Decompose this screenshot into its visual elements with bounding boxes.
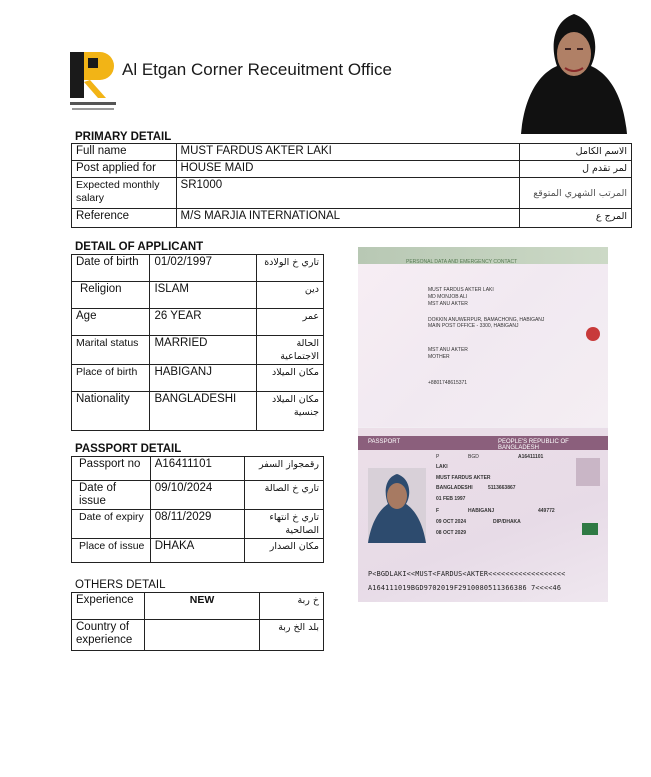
row-arabic: عمر (256, 309, 323, 336)
row-value: 08/11/2029 (150, 510, 244, 539)
row-arabic: رقمجواز السفر (245, 457, 324, 481)
table-row (72, 620, 324, 651)
row-value: ISLAM (150, 282, 256, 309)
primary-detail-heading: PRIMARY DETAIL (75, 131, 172, 143)
scan-place: HABIGANJ (468, 508, 495, 514)
seal-icon (586, 327, 600, 341)
scan-name: MUST FARDUS AKTER LAKI (428, 287, 494, 293)
scan-given-name: MUST FARDUS AKTER (436, 475, 491, 481)
row-value: MARRIED (150, 336, 256, 365)
scan-type: P (436, 454, 440, 460)
row-value: HABIGANJ (150, 365, 256, 392)
row-arabic: لمر تقدم ل (520, 161, 632, 178)
row-label: Age (72, 309, 150, 336)
table-row (72, 481, 324, 510)
row-value: BANGLADESHI (150, 392, 256, 431)
row-arabic: دين (256, 282, 323, 309)
flag-icon (582, 523, 598, 535)
applicant-detail-table (71, 254, 324, 431)
scan-surname: LAKI (436, 464, 448, 470)
row-value: HOUSE MAID (176, 161, 520, 178)
row-label: Date of issue (72, 481, 151, 510)
scan-emergency-name: MST ANU AKTER (428, 347, 468, 353)
scan-country-code: BGD (468, 454, 479, 460)
scan-passport-no: A16411101 (518, 454, 544, 460)
row-value: M/S MARJIA INTERNATIONAL (176, 209, 520, 228)
row-label: Expected monthly salary (72, 178, 177, 209)
row-value: A16411101 (150, 457, 244, 481)
row-value: 09/10/2024 (150, 481, 244, 510)
table-row (72, 282, 324, 309)
row-label: Full name (72, 144, 177, 161)
mrz-line-2: A164111019BGD9702019F2910080511366386 7<<<<46 (368, 584, 562, 592)
row-arabic: المرتب الشهري المتوقع (520, 178, 632, 209)
row-label: Place of issue (72, 539, 151, 563)
scan-relationship: MOTHER (428, 354, 450, 360)
country-title: PEOPLE'S REPUBLIC OF BANGLADESH (498, 439, 569, 451)
scan-father: MD MONJOB ALI (428, 294, 468, 300)
row-arabic: مكان الصدار (245, 539, 324, 563)
applicant-detail-heading: DETAIL OF APPLICANT (75, 241, 204, 253)
row-label: Nationality (72, 392, 150, 431)
table-row (72, 209, 632, 228)
row-arabic: تاري خ انتهاء الصالحية (245, 510, 324, 539)
passport-photo (368, 468, 426, 543)
table-row (72, 457, 324, 481)
scan-telephone: +8801748615371 (428, 380, 468, 386)
scan-mother: MST ANU AKTER (428, 301, 468, 307)
passport-header-bar (358, 436, 608, 450)
table-row (72, 365, 324, 392)
table-row (72, 309, 324, 336)
row-label: Marital status (72, 336, 150, 365)
row-arabic: الحالة الاجتماعية (256, 336, 323, 365)
row-value (144, 620, 259, 651)
table-row (72, 178, 632, 209)
others-detail-table (71, 592, 324, 651)
row-label: Date of expiry (72, 510, 151, 539)
ghost-photo (576, 458, 600, 486)
row-value: DHAKA (150, 539, 244, 563)
row-value: NEW (144, 593, 259, 620)
row-value: 26 YEAR (150, 309, 256, 336)
table-row (72, 144, 632, 161)
row-label: Passport no (72, 457, 151, 481)
scan-address: DOKKIN ANUWERPUR, BAMACHONG, HABIGANJ MAIN POST OFFICE - 3300, HABIGANJ (428, 317, 545, 329)
row-arabic: خ ربة (260, 593, 324, 620)
row-label: Place of birth (72, 365, 150, 392)
scan-sex: F (436, 508, 440, 514)
row-arabic: مكان الميلاد (256, 365, 323, 392)
scan-issue-date: 09 OCT 2024 (436, 519, 467, 525)
row-label: Country of experience (72, 620, 145, 651)
passport-detail-table (71, 456, 324, 563)
table-row (72, 161, 632, 178)
personal-data-title: PERSONAL DATA AND EMERGENCY CONTACT (406, 259, 518, 265)
row-label: Reference (72, 209, 177, 228)
passport-detail-heading: PASSPORT DETAIL (75, 443, 182, 455)
row-arabic: المرج ع (520, 209, 632, 228)
passport-label: PASSPORT (368, 439, 401, 445)
row-arabic: الاسم الكامل (520, 144, 632, 161)
scan-dob: 01 FEB 1997 (436, 496, 466, 502)
row-value: 01/02/1997 (150, 255, 256, 282)
table-row (72, 392, 324, 431)
table-row (72, 539, 324, 563)
primary-detail-table (71, 143, 632, 228)
row-arabic: بلد الخ ربة (260, 620, 324, 651)
table-row (72, 510, 324, 539)
scan-authority: DIP/DHAKA (493, 519, 521, 525)
row-arabic: تاري خ الصالة (245, 481, 324, 510)
passport-scan (358, 247, 608, 602)
row-label: Date of birth (72, 255, 150, 282)
row-label: Experience (72, 593, 145, 620)
row-label: Religion (72, 282, 150, 309)
row-label: Post applied for (72, 161, 177, 178)
table-row (72, 336, 324, 365)
passport-personal-data-page (358, 247, 608, 427)
applicant-photo (521, 10, 627, 134)
others-detail-heading: OTHERS DETAIL (75, 579, 166, 591)
scan-prev-no: 449772 (538, 508, 555, 514)
row-value: SR1000 (176, 178, 520, 209)
row-arabic: مكان الميلاد جنسية (256, 392, 323, 431)
passport-data-page (358, 428, 608, 602)
table-row (72, 255, 324, 282)
row-arabic: تاري خ الولادة (256, 255, 323, 282)
row-value: MUST FARDUS AKTER LAKI (176, 144, 520, 161)
scan-expiry-date: 08 OCT 2029 (436, 530, 467, 536)
scan-nationality: BANGLADESHI (436, 485, 473, 491)
table-row (72, 593, 324, 620)
mrz-line-1: P<BGDLAKI<<MUST<FARDUS<AKTER<<<<<<<<<<<<<<<<<< (368, 570, 566, 578)
company-logo (70, 52, 116, 114)
office-title: Al Etgan Corner Receuitment Office (122, 60, 392, 79)
scan-personal-no: 5113663867 (488, 485, 516, 491)
